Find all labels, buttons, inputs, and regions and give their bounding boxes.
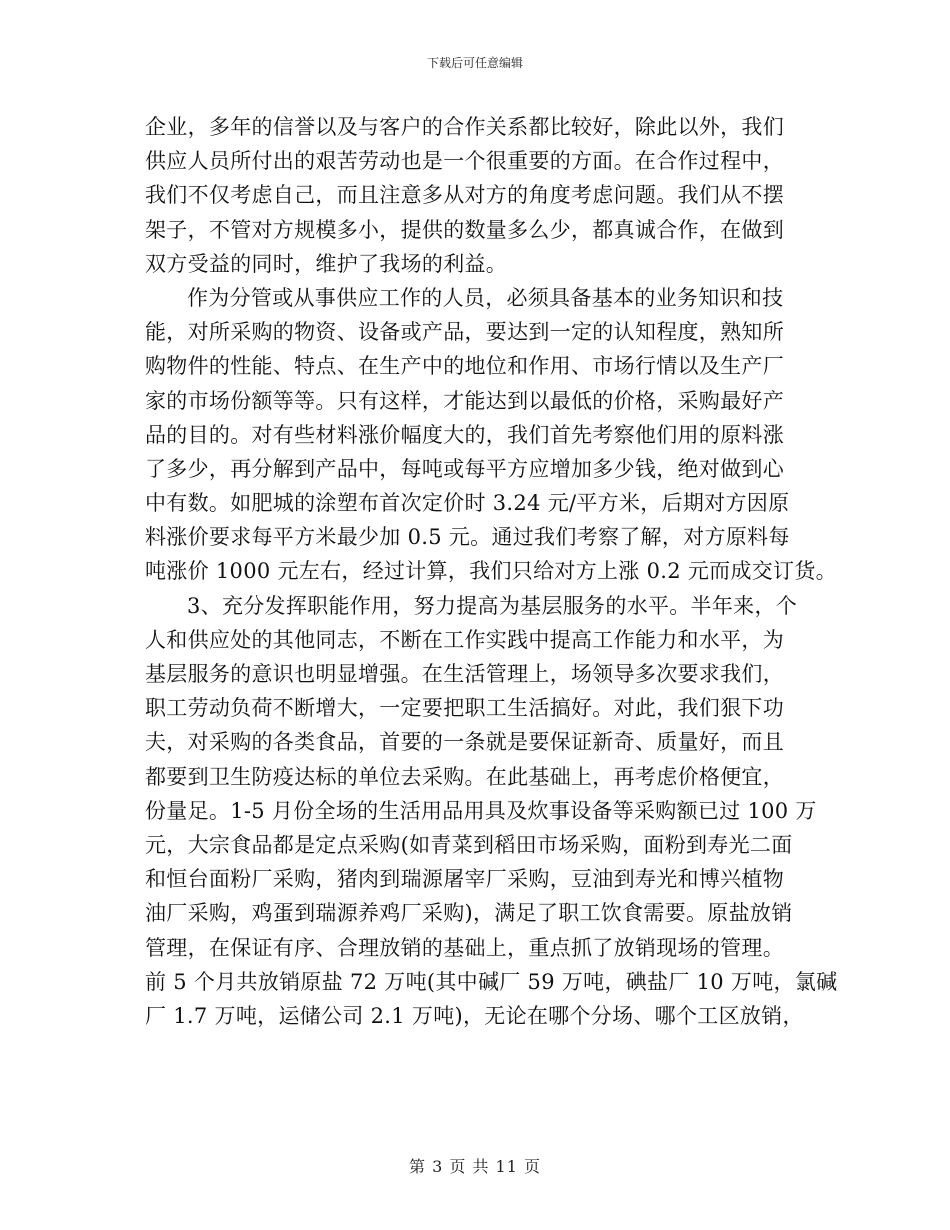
page-number-footer: 第 3 页 共 11 页 [409, 1157, 541, 1176]
text-line: 油厂采购，鸡蛋到瑞源养鸡厂采购)，满足了职工饮食需要。原盐放销 [145, 901, 793, 926]
text-line: 厂 1.7 万吨，运储公司 2.1 万吨)，无论在哪个分场、哪个工区放销， [145, 1003, 804, 1028]
text-line: 架子，不管对方规模多小，提供的数量多么少，都真诚合作，在做到 [145, 217, 784, 242]
text-line: 元，大宗食品都是定点采购(如青菜到稻田市场采购，面粉到寿光二面 [145, 832, 793, 857]
text-line: 料涨价要求每平方米最少加 0.5 元。通过我们考察了解，对方原料每 [145, 525, 790, 550]
text-line: 品的目的。对有些材料涨价幅度大的，我们首先考察他们用的原料涨 [145, 422, 784, 447]
text-line: 职工劳动负荷不断增大，一定要把职工生活搞好。对此，我们狠下功 [145, 696, 784, 721]
text-line: 夫，对采购的各类食品，首要的一条就是要保证新奇、质量好，而且 [145, 730, 784, 755]
text-line: 都要到卫生防疫达标的单位去采购。在此基础上，再考虑价格便宜， [145, 764, 784, 789]
text-line: 家的市场份额等等。只有这样，才能达到以最低的价格，采购最好产 [145, 388, 784, 413]
text-line: 人和供应处的其他同志，不断在工作实践中提高工作能力和水平，为 [145, 627, 784, 652]
text-line: 管理，在保证有序、合理放销的基础上，重点抓了放销现场的管理。 [145, 935, 784, 960]
text-line: 购物件的性能、特点、在生产中的地位和作用、市场行情以及生产厂 [145, 354, 784, 379]
document-body [145, 110, 838, 1033]
text-line: 了多少，再分解到产品中，每吨或每平方应增加多少钱，绝对做到心 [145, 456, 784, 481]
text-line: 双方受益的同时，维护了我场的利益。 [145, 251, 508, 276]
text-line: 企业，多年的信誉以及与客户的合作关系都比较好，除此以外，我们 [145, 115, 784, 139]
text-line: 能，对所采购的物资、设备或产品，要达到一定的认知程度，熟知所 [145, 320, 784, 345]
text-line: 基层服务的意识也明显增强。在生活管理上，场领导多次要求我们， [145, 662, 784, 686]
text-line: 吨涨价 1000 元左右，经过计算，我们只给对方上涨 0.2 元而成交订货。 [145, 559, 837, 584]
text-line: 前 5 个月共放销原盐 72 万吨(其中碱厂 59 万吨，碘盐厂 10 万吨，氯碱 [145, 969, 838, 994]
text-line: 和恒台面粉厂采购，猪肉到瑞源屠宰厂采购，豆油到寿光和博兴植物 [145, 867, 784, 892]
paragraph-start-line: 作为分管或从事供应工作的人员，必须具备基本的业务知识和技 [187, 285, 784, 310]
text-line: 中有数。如肥城的涂塑布首次定价时 3.24 元/平方米，后期对方因原 [145, 491, 790, 516]
page-header: 下载后可任意编辑 [426, 56, 523, 70]
text-line: 供应人员所付出的艰苦劳动也是一个很重要的方面。在合作过程中， [145, 149, 784, 174]
text-line: 我们不仅考虑自己，而且注意多从对方的角度考虑问题。我们从不摆 [145, 183, 784, 208]
text-line: 份量足。1-5 月份全场的生活用品用具及炊事设备等采购额已过 100 万 [145, 798, 817, 823]
paragraph-start-line: 3、充分发挥职能作用，努力提高为基层服务的水平。半年来，个 [187, 593, 798, 618]
